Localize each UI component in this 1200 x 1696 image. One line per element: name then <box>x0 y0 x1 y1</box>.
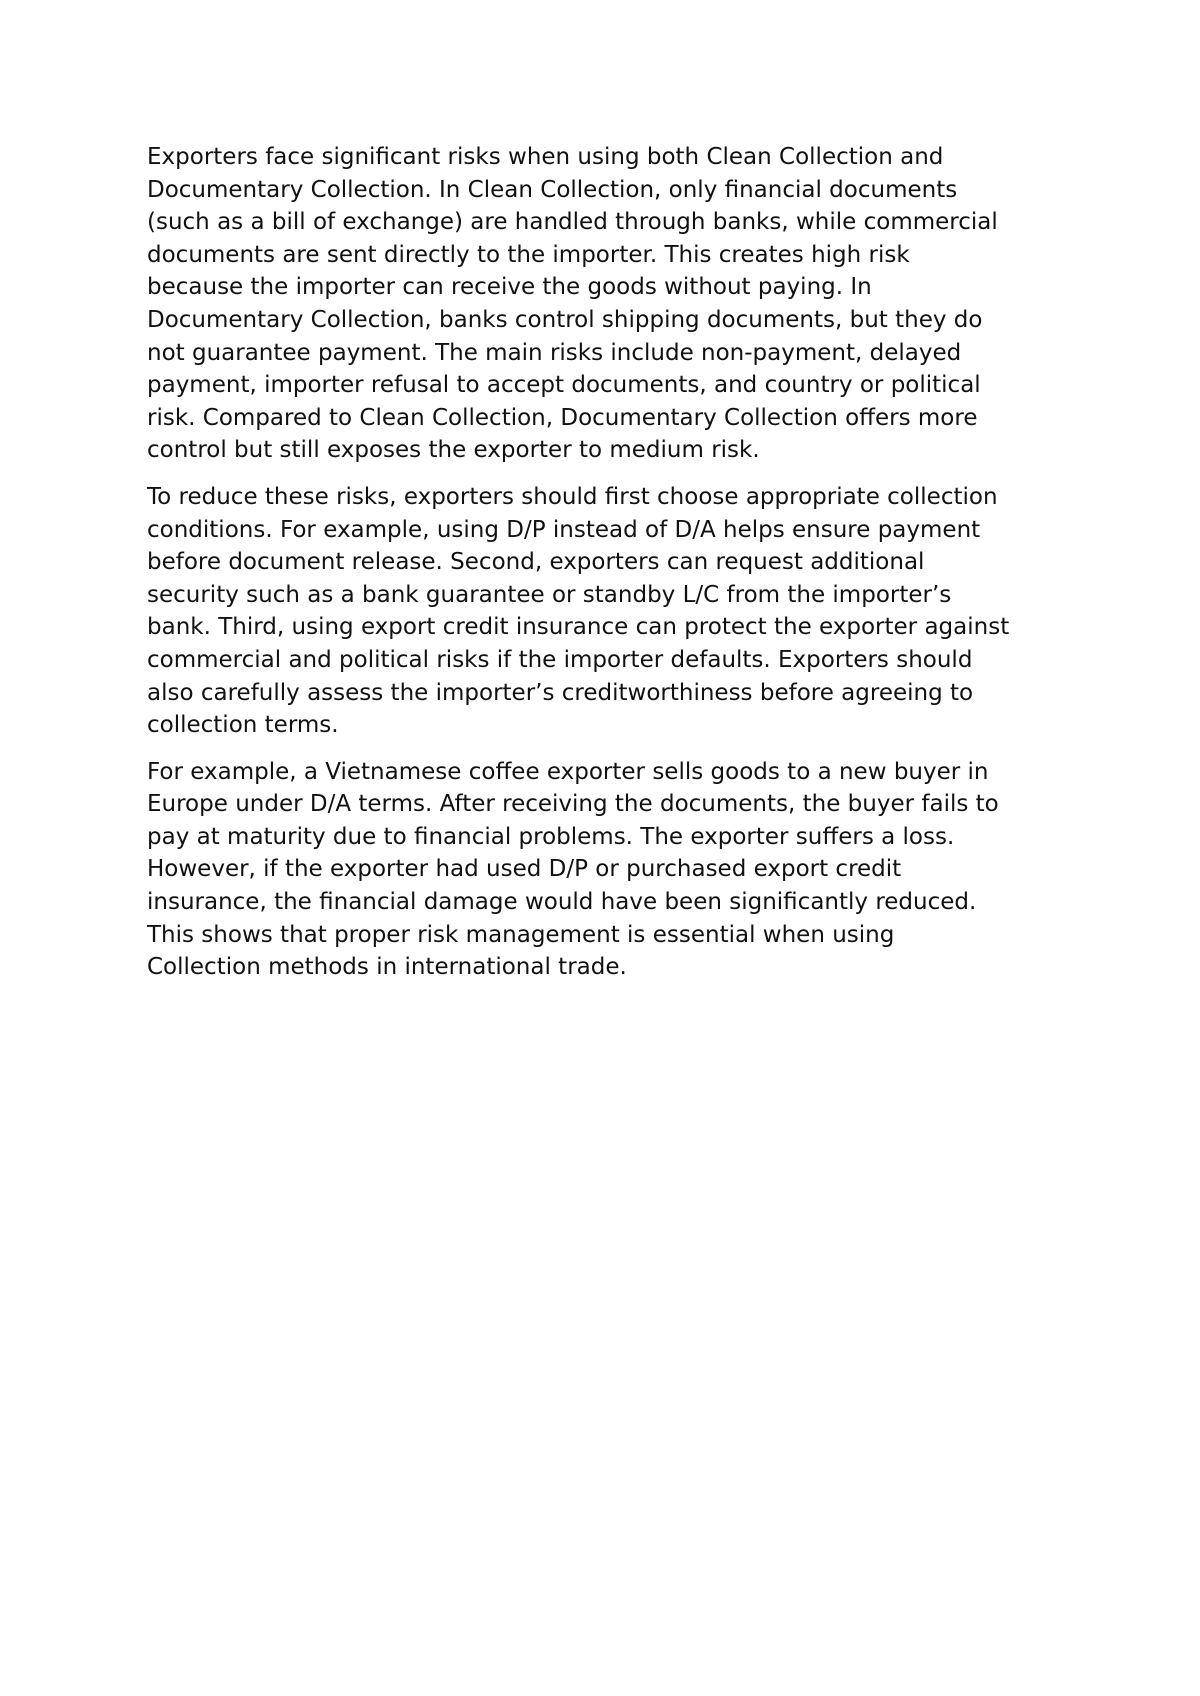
paragraph-mitigation: To reduce these risks, exporters should first choose appropriate collection conditions. For example, using D/P instead of D/A helps ensure payment before document release. Second, exporters can request additional security such as a bank guarantee or standby L/C from the importer’s bank. Third, using export credit insurance can protect the exporter against commercial and political risks if the importer defaults. Exporters should also carefully assess the importer’s creditworthiness before agreeing to collection terms. <box>147 483 1010 739</box>
paragraph-risks: Exporters face significant risks when using both Clean Collection and Documentary Collection. In Clean Collection, only financial documents (such as a bill of exchange) are handled through banks, while commercial documents are sent directly to the importer. This creates high risk because the importer can receive the goods without paying. In Documentary Collection, banks control shipping documents, but they do not guarantee payment. The main risks include non-payment, delayed payment, importer refusal to accept documents, and country or political risk. Compared to Clean Collection, Documentary Collection offers more control but still exposes the exporter to medium risk. <box>147 144 998 464</box>
paragraph-example: For example, a Vietnamese coffee exporter sells goods to a new buyer in Europe under D/A terms. After receiving the documents, the buyer fails to pay at maturity due to financial problems. The exporter suffers a loss. However, if the exporter had used D/P or purchased export credit insurance, the financial damage would have been significantly reduced. This shows that proper risk management is essential when using Collection methods in international trade. <box>147 758 999 981</box>
document-body <box>147 141 1077 998</box>
